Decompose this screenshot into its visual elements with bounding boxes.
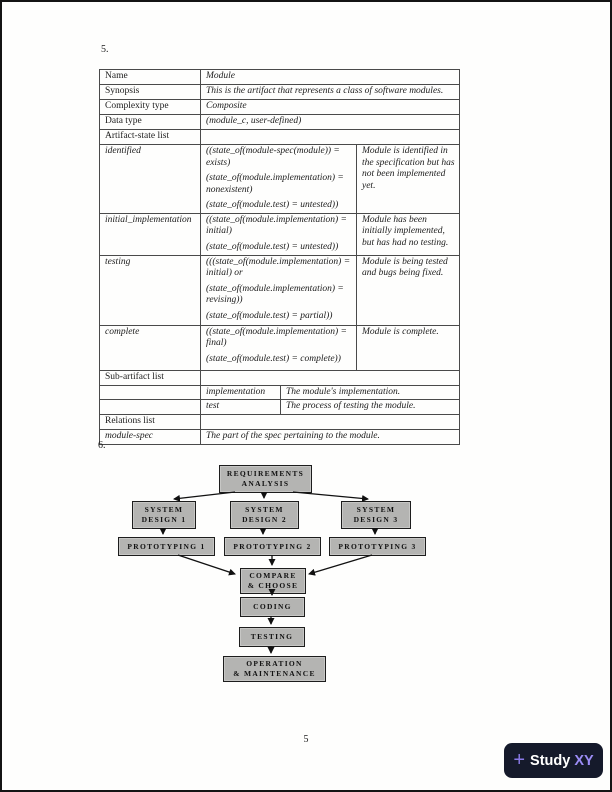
node-label: DESIGN 1 — [141, 515, 187, 524]
relation-description: The part of the spec pertaining to the module. — [201, 429, 460, 444]
row-value: Module — [201, 70, 460, 85]
table-row — [100, 370, 460, 385]
row-value — [201, 130, 460, 145]
formula-line: ((state_of(module-spec(module)) = exists) — [206, 146, 340, 168]
table-row-state-identified — [100, 145, 460, 214]
logo-text-study: Study — [530, 752, 571, 769]
row-label-empty — [100, 400, 201, 415]
node-label: DESIGN 3 — [353, 515, 399, 524]
studyxy-watermark — [504, 743, 603, 778]
table-row-relation-module-spec — [100, 429, 460, 444]
subartifact-name: implementation — [201, 385, 281, 400]
table-row — [100, 70, 460, 85]
state-formula — [201, 325, 357, 370]
row-label: Complexity type — [100, 100, 201, 115]
artifact-spec-table — [99, 69, 460, 445]
row-value: This is the artifact that represents a class of software modules. — [201, 85, 460, 100]
flow-node-system-design-3 — [341, 501, 411, 529]
flow-node-requirements-analysis — [219, 465, 312, 493]
row-label: Artifact-state list — [100, 130, 201, 145]
subartifact-name: test — [201, 400, 281, 415]
state-description: Module has been initially implemented, but has had no testing. — [357, 213, 460, 255]
flow-node-prototyping-3 — [329, 537, 426, 556]
state-name: complete — [100, 325, 201, 370]
table-row-subartifact-implementation — [100, 385, 460, 400]
table-row-state-testing — [100, 255, 460, 325]
node-label: SYSTEM — [356, 505, 396, 515]
flow-node-system-design-2 — [230, 501, 299, 529]
formula-line: (state_of(module.test) = complete)) — [206, 353, 341, 364]
node-label: PROTOTYPING 3 — [338, 541, 417, 551]
table-row — [100, 414, 460, 429]
arrow-p1-to-cc — [178, 555, 235, 574]
relation-name: module-spec — [100, 429, 201, 444]
formula-line: (state_of(module.implementation) = revising)) — [206, 283, 344, 306]
row-label: Sub-artifact list — [100, 370, 201, 385]
state-formula — [201, 213, 357, 255]
table-row-state-initial-implementation — [100, 213, 460, 255]
flow-node-operation-maintenance — [223, 656, 326, 682]
formula-line: (state_of(module.test) = untested)) — [206, 200, 339, 211]
list-item-number-5: 5. — [101, 44, 109, 55]
node-label: SYSTEM — [144, 505, 184, 515]
row-label: Relations list — [100, 414, 201, 429]
subartifact-description: The module's implementation. — [281, 385, 460, 400]
state-formula — [201, 255, 357, 325]
node-label: & MAINTENANCE — [233, 669, 316, 678]
table-row-state-complete — [100, 325, 460, 370]
node-label: PROTOTYPING 1 — [127, 541, 206, 551]
table-row — [100, 115, 460, 130]
node-label: COMPARE — [249, 571, 297, 581]
flow-node-prototyping-1 — [118, 537, 215, 556]
state-formula — [201, 145, 357, 214]
node-label: DESIGN 2 — [242, 515, 287, 524]
state-name: identified — [100, 145, 201, 214]
page-number: 5 — [303, 734, 309, 745]
formula-line: (state_of(module.test) = partial)) — [206, 310, 333, 321]
flow-node-system-design-1 — [132, 501, 196, 529]
row-value — [201, 370, 460, 385]
plus-icon: + — [513, 748, 526, 771]
formula-line: ((state_of(module.implementation) = initial) — [206, 214, 347, 237]
row-label: Name — [100, 70, 201, 85]
node-label: CODING — [253, 602, 292, 612]
state-description: Module is identified in the specification but has not been implemented yet. — [357, 145, 460, 214]
node-label: & CHOOSE — [247, 581, 299, 590]
formula-line: (state_of(module.test) = untested)) — [206, 242, 339, 253]
state-name: initial_implementation — [100, 213, 201, 255]
state-description: Module is being tested and bugs being fixed. — [357, 255, 460, 325]
flow-node-prototyping-2 — [224, 537, 321, 556]
node-label: PROTOTYPING 2 — [233, 541, 312, 551]
node-label: TESTING — [250, 632, 294, 642]
table-row — [100, 130, 460, 145]
table-row — [100, 100, 460, 115]
formula-line: (((state_of(module.implementation) = initial) or — [206, 256, 351, 279]
logo-text-xy: XY — [574, 752, 594, 769]
list-item-number-6: 6. — [98, 440, 106, 451]
flow-node-compare-choose — [240, 568, 306, 594]
table-row — [100, 85, 460, 100]
row-value — [201, 414, 460, 429]
row-value: (module_c, user-defined) — [201, 115, 460, 130]
node-label: ANALYSIS — [241, 479, 290, 488]
formula-line: ((state_of(module.implementation) = final) — [206, 326, 347, 349]
state-name: testing — [100, 255, 201, 325]
node-label: SYSTEM — [245, 505, 284, 515]
row-label-empty — [100, 385, 201, 400]
row-label: Synopsis — [100, 85, 201, 100]
state-description: Module is complete. — [357, 325, 460, 370]
row-label: Data type — [100, 115, 201, 130]
formula-line: (state_of(module.implementation) = nonexistent) — [206, 173, 344, 195]
flow-node-coding — [240, 597, 305, 617]
arrow-req-to-sd3 — [293, 492, 368, 499]
arrow-req-to-sd1 — [174, 492, 235, 499]
table-row-subartifact-test — [100, 400, 460, 415]
row-value: Composite — [201, 100, 460, 115]
node-label: OPERATION — [246, 659, 303, 669]
node-label: REQUIREMENTS — [226, 469, 305, 479]
flow-node-testing — [239, 627, 305, 647]
subartifact-description: The process of testing the module. — [281, 400, 460, 415]
arrow-p3-to-cc — [309, 555, 372, 574]
